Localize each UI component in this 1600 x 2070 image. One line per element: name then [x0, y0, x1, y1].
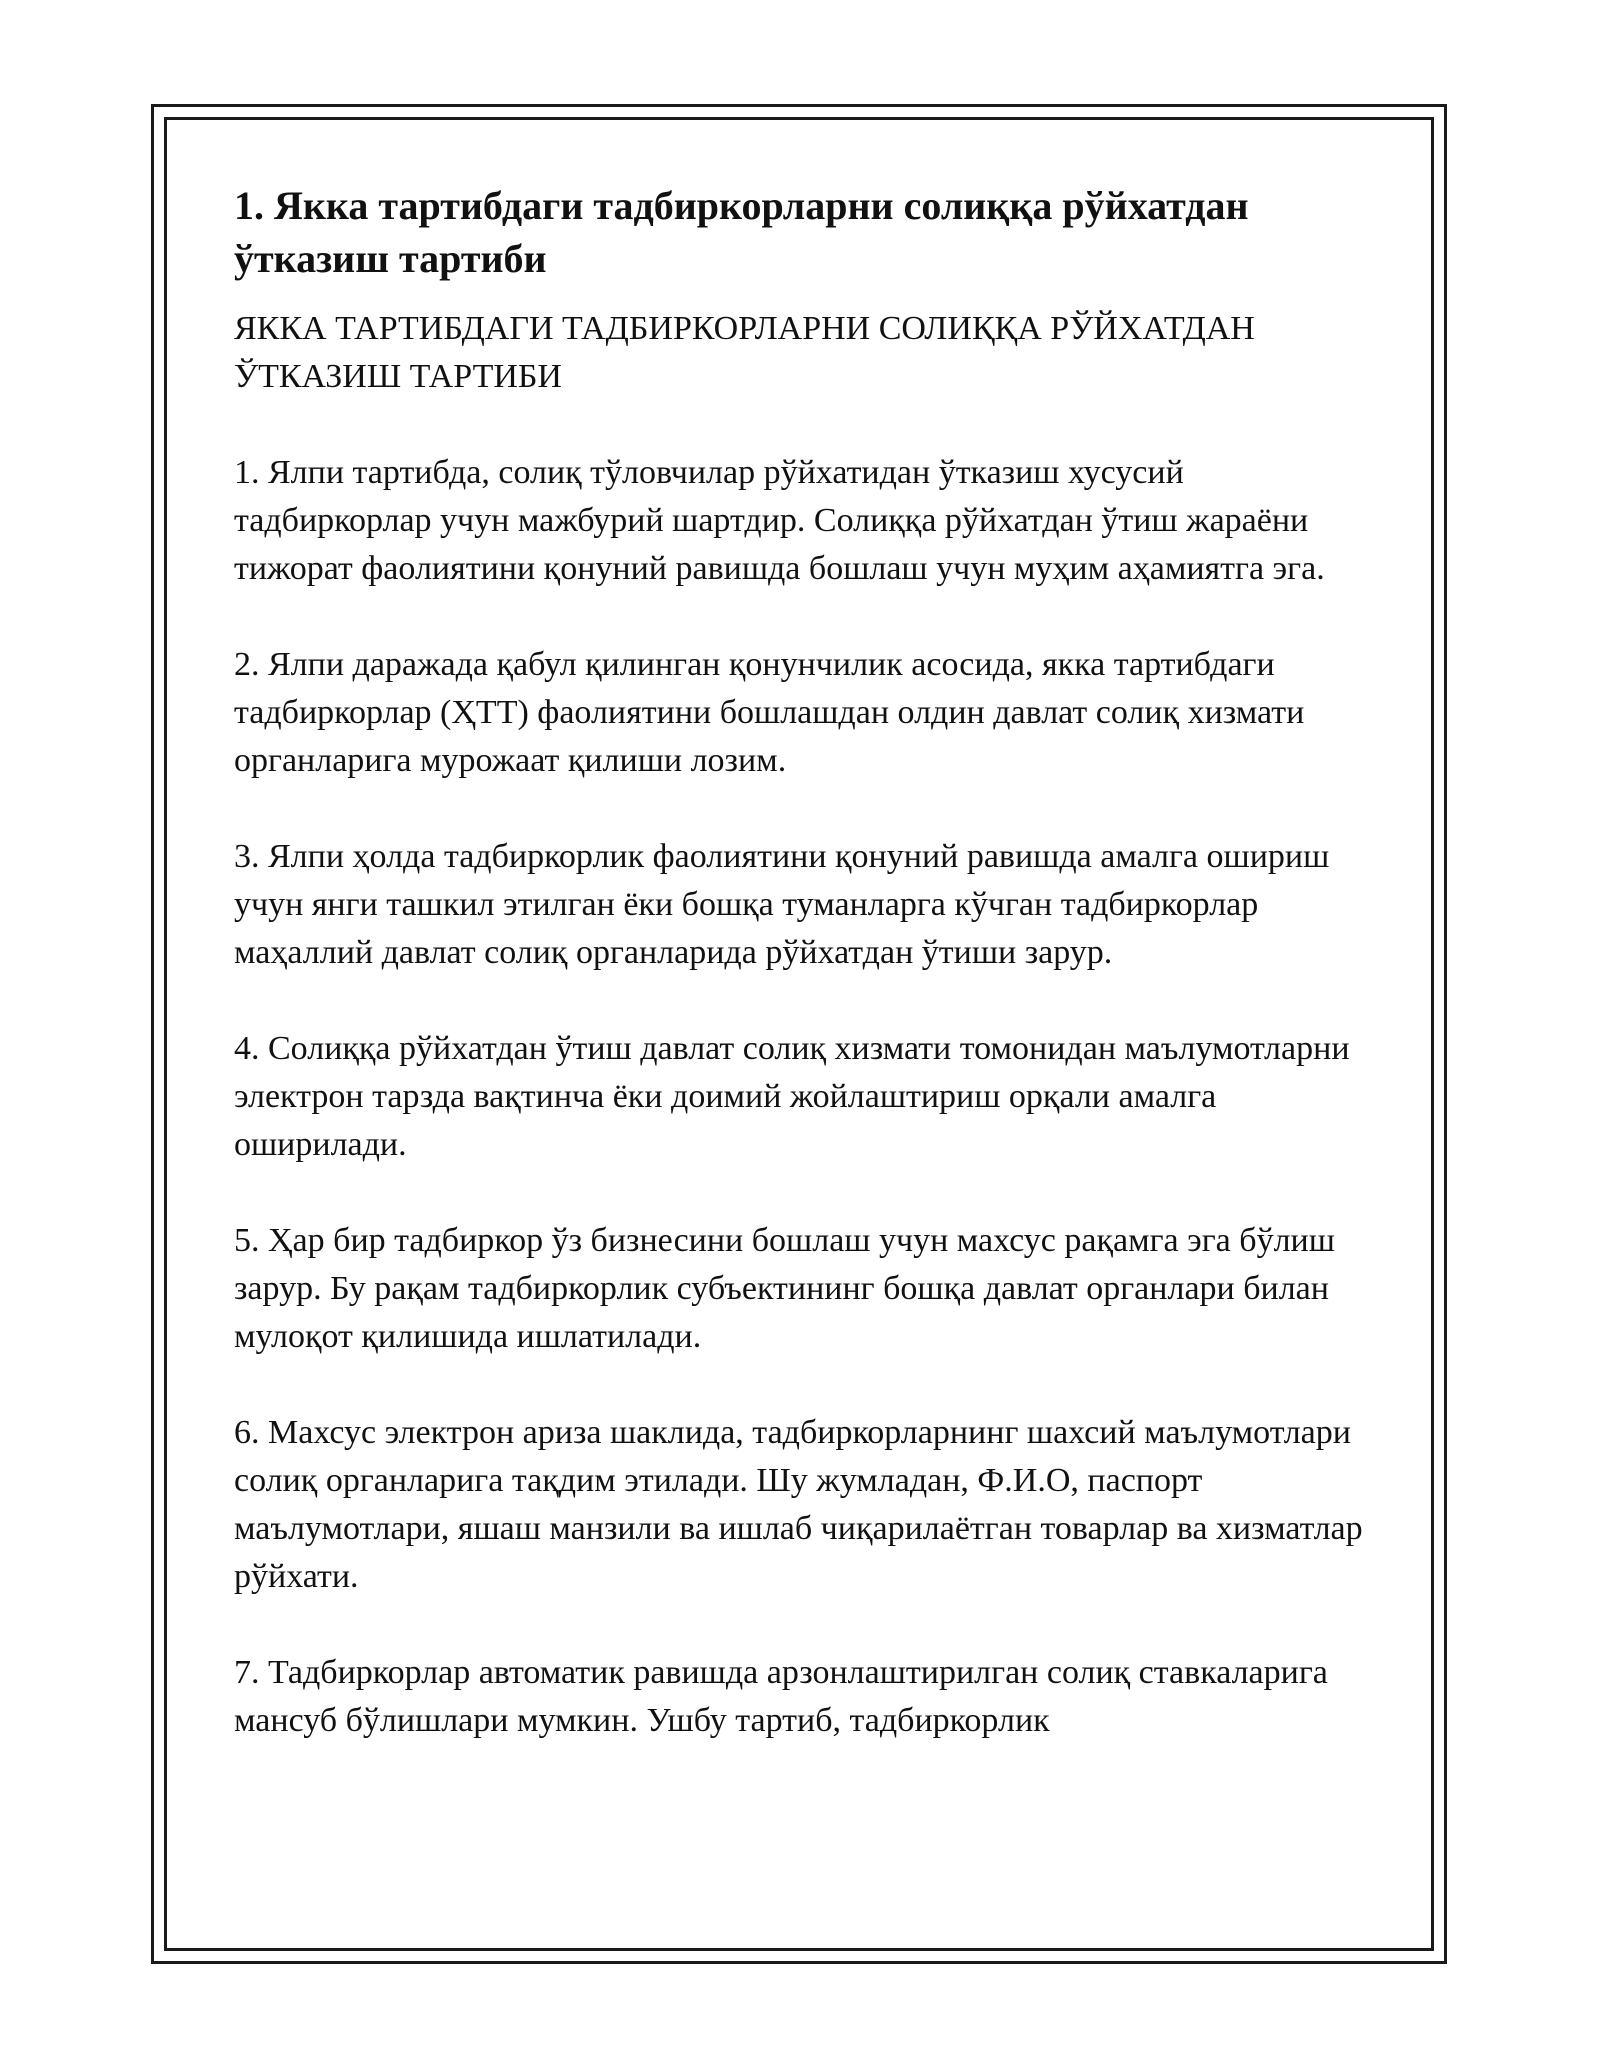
document-subtitle: ЯККА ТАРТИБДАГИ ТАДБИРКОРЛАРНИ СОЛИҚҚА РЎЙХАТДАН ЎТКАЗИШ ТАРТИБИ: [234, 310, 1255, 395]
paragraph-5: 5. Ҳар бир тадбиркор ўз бизнесини бошлаш учун махсус рақамга эга бўлиш зарур. Бу рақам тадбиркорлик субъектининг бошқа давлат органлари билан мулоқот қилишида ишлатилади.: [234, 1222, 1335, 1355]
paragraph-7: 7. Тадбиркорлар автоматик равишда арзонлаштирилган солиқ ставкаларига мансуб бўлишлари мумкин. Ушбу тартиб, тадбиркорлик: [234, 1654, 1328, 1739]
paragraph-6: 6. Махсус электрон ариза шаклида, тадбиркорларнинг шахсий маълумотлари солиқ органларига тақдим этилади. Шу жумладан, Ф.И.О, паспорт маълумотлари, яшаш манзили ва ишлаб чиқарилаётган товарлар ва хизматлар рўйхати.: [234, 1414, 1363, 1595]
paragraph-4: 4. Солиққа рўйхатдан ўтиш давлат солиқ хизмати томонидан маълумотларни электрон тарзда вақтинча ёки доимий жойлаштириш орқали амалга оширилади.: [234, 1030, 1350, 1163]
document-body: [234, 179, 1364, 1745]
paragraph-1: 1. Ялпи тартибда, солиқ тўловчилар рўйхатидан ўтказиш хусусий тадбиркорлар учун мажбурий шартдир. Солиққа рўйхатдан ўтиш жараёни тижорат фаолиятини қонуний равишда бошлаш учун муҳим аҳамиятга эга.: [234, 454, 1325, 587]
paragraph-2: 2. Ялпи даражада қабул қилинган қонунчилик асосида, якка тартибдаги тадбиркорлар (ҲТТ) фаолиятини бошлашдан олдин давлат солиқ хизмати органларига мурожаат қилиши лозим.: [234, 646, 1305, 779]
document-title: 1. Якка тартибдаги тадбиркорларни солиққа рўйхатдан ўтказиш тартиби: [234, 183, 1249, 281]
page-border-outer: [151, 104, 1447, 1964]
paragraph-3: 3. Ялпи ҳолда тадбиркорлик фаолиятини қонуний равишда амалга ошириш учун янги ташкил этилган ёки бошқа туманларга кўчган тадбиркорлар маҳаллий давлат солиқ органларида рўйхатдан ўтиши зарур.: [234, 838, 1330, 971]
